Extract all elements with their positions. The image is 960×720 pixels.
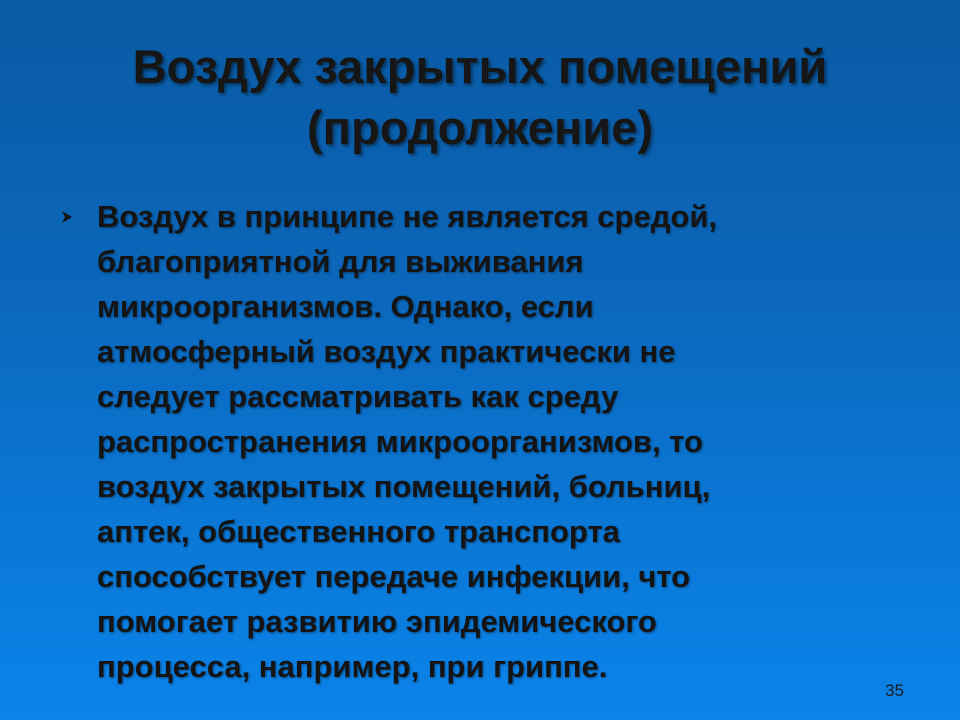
- bullet-line: благоприятной для выживания: [97, 244, 584, 279]
- bullet-line: Воздух в принципе не является средой,: [97, 199, 717, 234]
- bullet-line: микроорганизмов. Однако, если: [97, 289, 594, 324]
- bullet-line: аптек, общественного транспорта: [97, 514, 620, 549]
- bullet-line: способствует передаче инфекции, что: [97, 559, 691, 594]
- bullet-line: распространения микроорганизмов, то: [97, 424, 703, 459]
- bullet-item: [58, 194, 918, 689]
- bullet-text: [97, 194, 918, 689]
- slide-title: [40, 36, 920, 158]
- bullet-line: воздух закрытых помещений, больниц,: [97, 469, 711, 504]
- slide-number: 35: [885, 681, 904, 700]
- title-line-2: (продолжение): [307, 101, 653, 154]
- title-line-1: Воздух закрытых помещений: [132, 40, 828, 93]
- chevron-right-arrow-icon: [60, 210, 74, 224]
- bullet-line: помогает развитию эпидемического: [97, 604, 657, 639]
- bullet-line: атмосферный воздух практически не: [97, 334, 676, 369]
- bullet-line: следует рассматривать как среду: [97, 379, 619, 414]
- bullet-line: процесса, например, при гриппе.: [97, 649, 608, 684]
